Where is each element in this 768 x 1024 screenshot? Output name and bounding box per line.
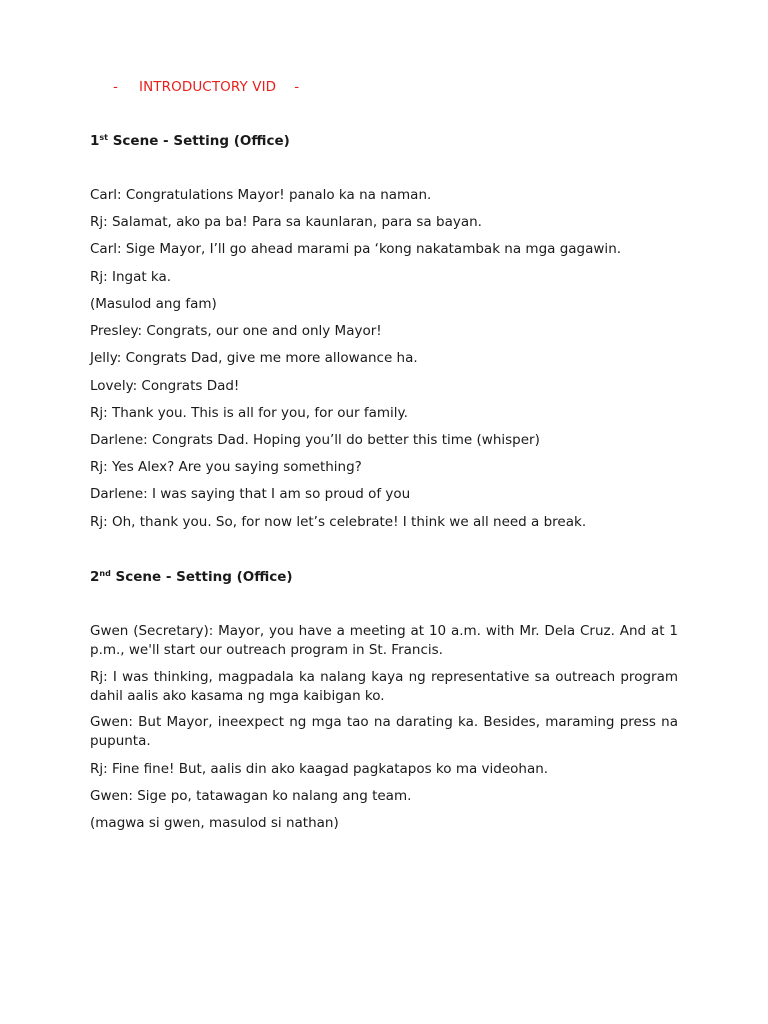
scene-2-heading-text: Scene - Setting (Office) (110, 569, 293, 585)
intro-dash-right: - (294, 79, 300, 95)
dialogue-line: Gwen: Sige po, tatawagan ko nalang ang team. (90, 788, 412, 804)
dialogue-paragraph: Gwen (Secretary): Mayor, you have a meeting at 10 a.m. with Mr. Dela Cruz. And at 1 p.m., we'll start our outreach program in St. Francis. (90, 623, 678, 658)
dialogue-line: Jelly: Congrats Dad, give me more allowance ha. (90, 350, 418, 366)
scene-1-heading (90, 133, 290, 149)
scene-1-heading-sup: st (99, 133, 108, 142)
dialogue-line: Carl: Sige Mayor, I’ll go ahead marami pa ‘kong nakatambak na mga gagawin. (90, 241, 622, 257)
dialogue-line: Lovely: Congrats Dad! (90, 378, 240, 394)
dialogue-line: Darlene: I was saying that I am so proud of you (90, 486, 411, 502)
dialogue-line: Carl: Congratulations Mayor! panalo ka na naman. (90, 187, 432, 203)
dialogue-paragraph: Rj: I was thinking, magpadala ka nalang kaya ng representative sa outreach program dahil aalis ako kasama ng mga kaibigan ko. (90, 669, 678, 704)
dialogue-line: Rj: Thank you. This is all for you, for our family. (90, 405, 408, 421)
dialogue-line: Rj: Yes Alex? Are you saying something? (90, 459, 362, 475)
scene-2-heading (90, 569, 293, 585)
intro-title (113, 79, 299, 95)
dialogue-line: Rj: Salamat, ako pa ba! Para sa kaunlaran, para sa bayan. (90, 214, 482, 230)
dialogue-paragraph: Gwen: But Mayor, ineexpect ng mga tao na darating ka. Besides, maraming press na pupunta. (90, 714, 678, 749)
stage-direction: (magwa si gwen, masulod si nathan) (90, 815, 339, 831)
scene-1-heading-text: Scene - Setting (Office) (108, 133, 290, 149)
dialogue-line: Presley: Congrats, our one and only Mayor! (90, 323, 382, 339)
dialogue-line: Rj: Ingat ka. (90, 269, 172, 285)
dialogue-line: Darlene: Congrats Dad. Hoping you’ll do better this time (whisper) (90, 432, 540, 448)
scene-1-heading-num: 1 (90, 133, 100, 149)
stage-direction: (Masulod ang fam) (90, 296, 217, 312)
dialogue-line: Rj: Oh, thank you. So, for now let’s celebrate! I think we all need a break. (90, 514, 587, 530)
scene-2-heading-num: 2 (90, 569, 100, 585)
intro-title-text: INTRODUCTORY VID (139, 79, 277, 95)
scene-2-heading-sup: nd (99, 569, 111, 578)
intro-dash-left: - (113, 79, 118, 95)
dialogue-line: Rj: Fine fine! But, aalis din ako kaagad pagkatapos ko ma videohan. (90, 761, 549, 777)
